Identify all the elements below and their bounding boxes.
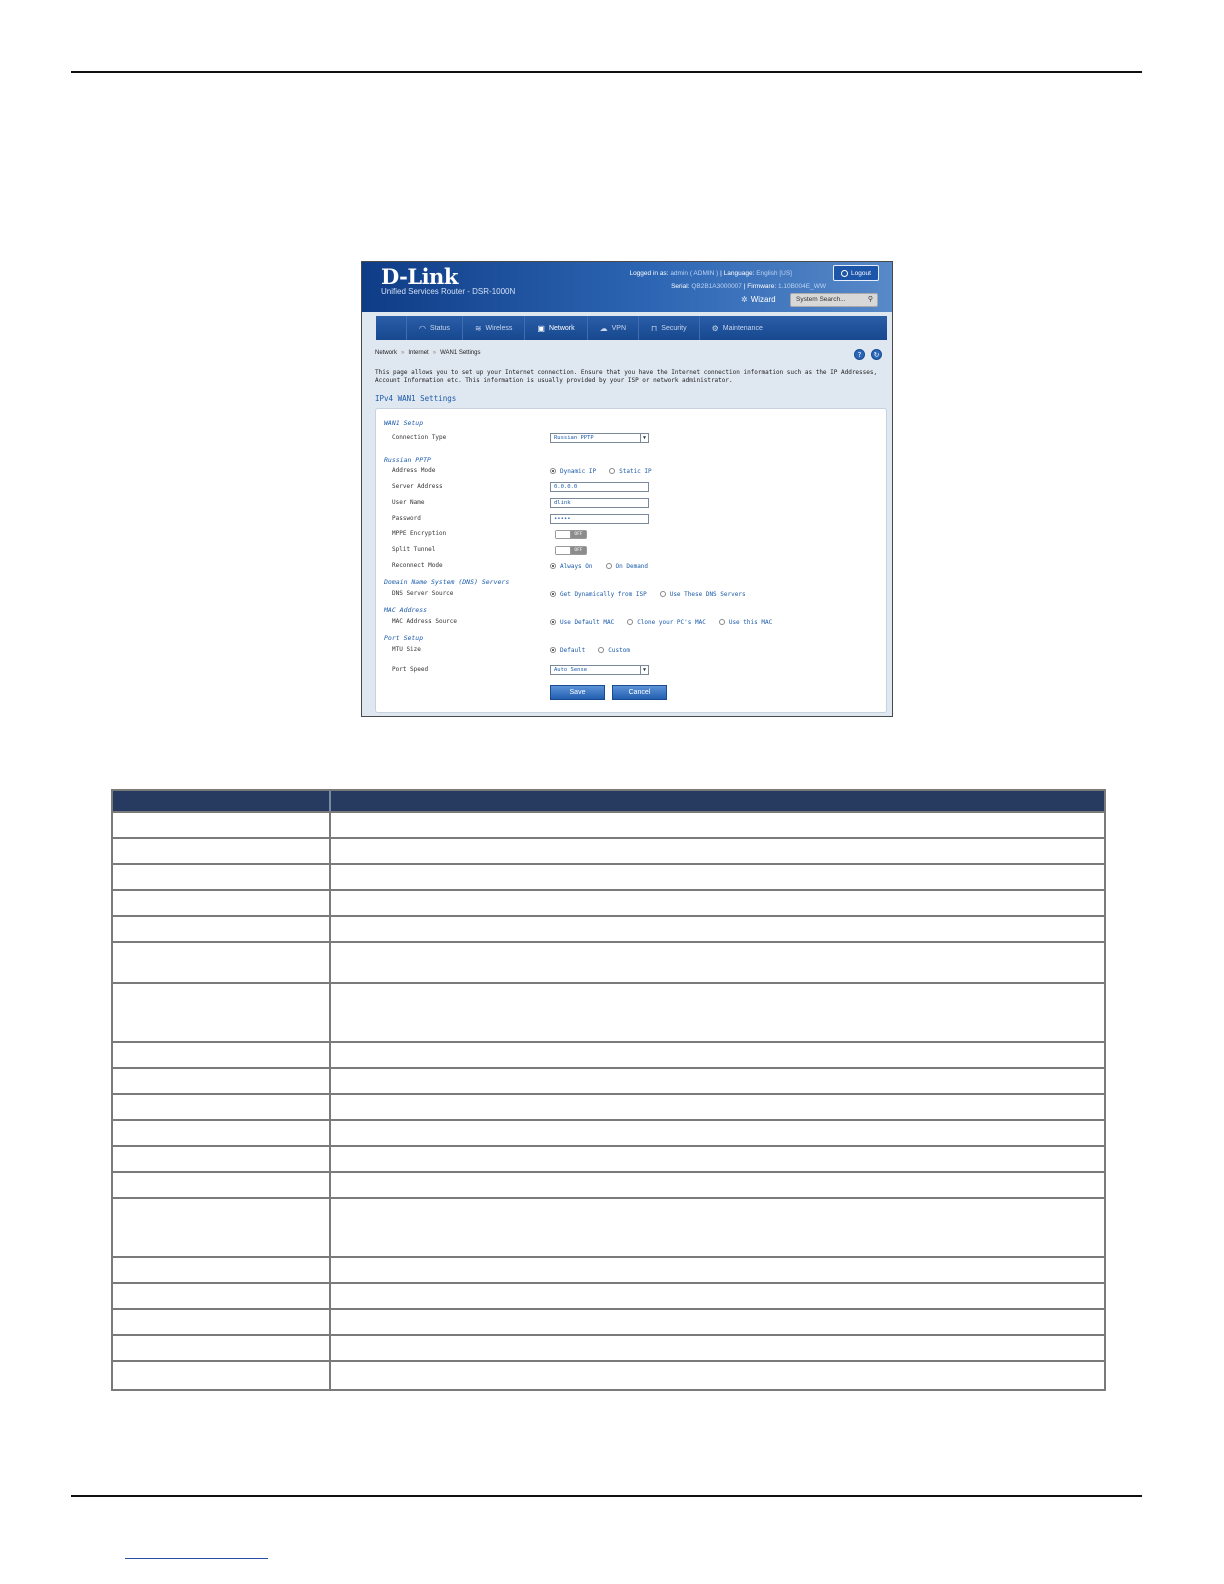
save-button[interactable]: Save <box>550 685 605 700</box>
mac-use-this[interactable]: Use this MAC <box>719 619 772 626</box>
reconnect-always-on[interactable]: Always On <box>550 563 593 570</box>
table-row <box>113 1334 1104 1360</box>
login-info: Logged in as: admin ( ADMIN ) | Language: English [US] <box>629 270 792 277</box>
radio-icon <box>550 563 556 569</box>
chevron-down-icon: ▼ <box>640 434 648 442</box>
password-input[interactable]: ••••• <box>550 514 649 524</box>
table-row <box>113 982 1104 1041</box>
radio-icon <box>606 563 612 569</box>
nav-network[interactable]: ▣ Network <box>524 316 586 340</box>
wan1-setup-heading: WAN1 Setup <box>384 419 424 427</box>
radio-icon <box>550 468 556 474</box>
table-row <box>113 1041 1104 1067</box>
nav-vpn[interactable]: ☁ VPN <box>587 316 638 340</box>
wizard-link[interactable]: ✲ Wizard <box>741 295 776 304</box>
wand-icon: ✲ <box>741 295 748 304</box>
mac-use-default[interactable]: Use Default MAC <box>550 619 614 626</box>
mtu-size-label: MTU Size <box>392 646 421 653</box>
mtu-custom[interactable]: Custom <box>598 647 630 654</box>
reconnect-on-demand[interactable]: On Demand <box>606 563 649 570</box>
table-header <box>113 791 1104 811</box>
nav-wireless[interactable]: ≋ Wireless <box>462 316 525 340</box>
table-row <box>113 1282 1104 1308</box>
serial-info: Serial: QB2B1A3000007 | Firmware: 1.10B004E_WW <box>671 283 826 290</box>
chevron-down-icon: ▼ <box>640 666 648 674</box>
mtu-default[interactable]: Default <box>550 647 585 654</box>
radio-icon <box>550 647 556 653</box>
server-address-input[interactable]: 0.0.0.0 <box>550 482 649 492</box>
gears-icon: ⚙ <box>711 323 719 333</box>
radio-icon <box>598 647 604 653</box>
dns-get-dynamically[interactable]: Get Dynamically from ISP <box>550 591 647 598</box>
radio-icon <box>609 468 615 474</box>
mppe-toggle[interactable]: OFF <box>555 530 587 539</box>
table-row <box>113 1171 1104 1197</box>
table-row <box>113 889 1104 915</box>
password-label: Password <box>392 515 421 522</box>
refresh-icon[interactable]: ↻ <box>871 349 882 360</box>
breadcrumb-internet[interactable]: Internet <box>408 350 429 356</box>
breadcrumb-network[interactable]: Network <box>375 350 398 356</box>
split-tunnel-toggle[interactable]: OFF <box>555 546 587 555</box>
settings-panel <box>375 408 887 713</box>
gauge-icon: ◠ <box>419 323 426 333</box>
lock-icon: ⊓ <box>651 323 658 333</box>
breadcrumb-wan1: WAN1 Settings <box>440 350 481 356</box>
radio-icon <box>550 591 556 597</box>
radio-icon <box>660 591 666 597</box>
cancel-button[interactable]: Cancel <box>612 685 667 700</box>
server-address-label: Server Address <box>392 483 443 490</box>
mac-heading: MAC Address <box>384 606 428 614</box>
mppe-label: MPPE Encryption <box>392 530 447 537</box>
table-row <box>113 1093 1104 1119</box>
table-row <box>113 1119 1104 1145</box>
reconnect-mode-label: Reconnect Mode <box>392 562 443 569</box>
table-row <box>113 837 1104 863</box>
table-row <box>113 915 1104 941</box>
user-name-label: User Name <box>392 499 425 506</box>
dns-use-these[interactable]: Use These DNS Servers <box>660 591 746 598</box>
logout-button[interactable]: Logout <box>833 265 879 281</box>
cloud-icon: ☁ <box>599 323 608 333</box>
address-mode-static[interactable]: Static IP <box>609 468 652 475</box>
router-screenshot <box>361 261 893 717</box>
mac-clone-pc[interactable]: Clone your PC's MAC <box>627 619 706 626</box>
mac-source-label: MAC Address Source <box>392 618 458 625</box>
radio-icon <box>627 619 633 625</box>
radio-icon <box>550 619 556 625</box>
router-header <box>362 262 892 312</box>
table-row <box>113 1145 1104 1171</box>
table-row <box>113 1308 1104 1334</box>
port-speed-select[interactable]: Auto Sense ▼ <box>550 665 649 675</box>
nav-status[interactable]: ◠ Status <box>406 316 462 340</box>
table-row <box>113 941 1104 982</box>
parameter-table <box>111 789 1106 1391</box>
header-rule <box>71 71 1142 73</box>
address-mode-dynamic[interactable]: Dynamic IP <box>550 468 596 475</box>
monitor-icon: ▣ <box>537 323 545 333</box>
page-description: This page allows you to set up your Internet connection. Ensure that you have the Internet connection information such as the IP Addresses, Account Information etc. This information is usually provided by your ISP or network administrator. <box>375 369 878 384</box>
nav-maintenance[interactable]: ⚙ Maintenance <box>699 316 775 340</box>
russian-pptp-heading: Russian PPTP <box>384 456 431 464</box>
wifi-icon: ≋ <box>474 323 482 333</box>
help-icon[interactable]: ? <box>854 349 865 360</box>
table-row <box>113 863 1104 889</box>
nav-security[interactable]: ⊓ Security <box>638 316 699 340</box>
table-row <box>113 1360 1104 1389</box>
breadcrumb: Network » Internet » WAN1 Settings <box>375 350 481 356</box>
split-tunnel-label: Split Tunnel <box>392 546 436 553</box>
search-icon: ⚲ <box>867 296 873 303</box>
port-speed-label: Port Speed <box>392 666 429 673</box>
user-name-input[interactable]: dlink <box>550 498 649 508</box>
table-row <box>113 1256 1104 1282</box>
table-row <box>113 1197 1104 1256</box>
port-setup-heading: Port Setup <box>384 634 424 642</box>
dlink-logo: D-Link <box>381 264 458 289</box>
section-title: IPv4 WAN1 Settings <box>375 394 457 403</box>
power-icon <box>841 270 848 277</box>
system-search-input[interactable]: System Search... ⚲ <box>790 293 878 307</box>
table-row <box>113 811 1104 837</box>
footer-link-underline[interactable] <box>125 1558 268 1559</box>
footer-rule <box>71 1495 1142 1497</box>
radio-icon <box>719 619 725 625</box>
router-subtitle: Unified Services Router - DSR-1000N <box>381 287 516 296</box>
table-row <box>113 1067 1104 1093</box>
dns-source-label: DNS Server Source <box>392 590 454 597</box>
main-nav <box>376 316 887 340</box>
dns-heading: Domain Name System (DNS) Servers <box>384 578 510 586</box>
connection-type-label: Connection Type <box>392 434 447 441</box>
address-mode-label: Address Mode <box>392 467 436 474</box>
connection-type-select[interactable]: Russian PPTP ▼ <box>550 433 649 443</box>
